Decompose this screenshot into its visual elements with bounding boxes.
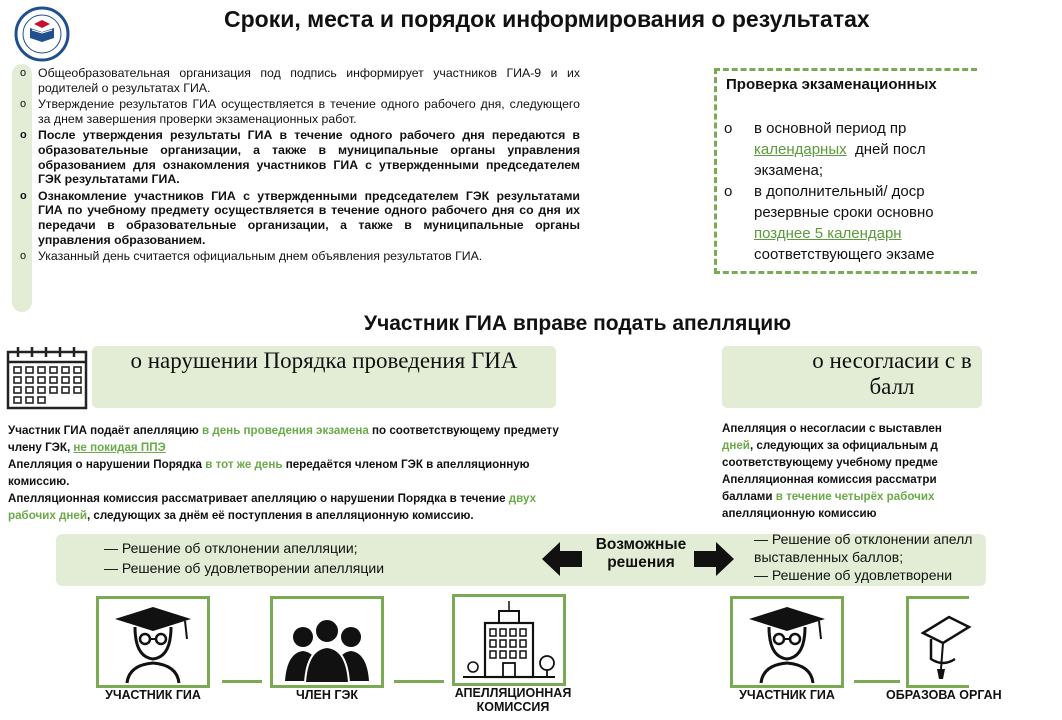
bullet-icon: o	[20, 250, 27, 263]
participant-card-right	[730, 596, 844, 688]
commission-caption: АПЕЛЛЯЦИОННАЯ КОМИССИЯ	[454, 686, 572, 714]
exam-check-title: Проверка экзаменационных	[726, 76, 937, 93]
bullet-icon: o	[20, 189, 27, 202]
exam-check-item: o в дополнительный/ доср резервные сроки основно позднее 5 календарн соответствующего экзаме	[724, 183, 935, 263]
violation-appeal-description: Участник ГИА подаёт апелляцию в день проведения экзамена по соответствующему предмету члену ГЭК, не покидая ППЭ Апелляция о нарушении Порядка в тот же день передаётся членом ГЭК в апелляционную комиссию. Апелляционная комиссия рассматривает апелляцию о нарушении Порядка в течение двух рабочих дней, следующих за днём её поступления в апелляционную комиссию.	[8, 424, 559, 522]
graduation-cap-icon	[909, 599, 969, 685]
connector-line	[854, 680, 900, 683]
gek-member-caption: ЧЛЕН ГЭК	[296, 688, 358, 702]
bullet-icon: o	[20, 67, 27, 79]
calendar-icon	[6, 346, 88, 410]
info-item-text: Общеобразовательная организация под подпись информирует участников ГИА-9 и их родителей о результатах ГИА.	[38, 66, 580, 95]
bullet-icon: o	[20, 129, 27, 142]
info-list-item	[20, 249, 580, 264]
commission-card	[452, 594, 566, 686]
ministry-emblem-icon	[14, 6, 70, 62]
participant-card	[96, 596, 210, 688]
appeal-title: Участник ГИА вправе подать апелляцию	[364, 312, 792, 335]
bullet-icon: o	[20, 98, 27, 111]
connector-line	[222, 680, 262, 683]
info-list-item	[20, 66, 580, 95]
exam-check-list	[724, 118, 984, 265]
info-list	[20, 66, 580, 266]
connector-line	[394, 680, 444, 683]
participant-caption: УЧАСТНИК ГИА	[105, 688, 201, 702]
info-list-item	[20, 128, 580, 186]
organ-card	[906, 596, 969, 688]
possible-decisions-label: Возможные решения	[595, 536, 687, 571]
decisions-left-list: — Решение об отклонении апелляции; — Решение об удовлетворении апелляции	[104, 540, 385, 576]
building-icon	[455, 597, 563, 683]
appeal-violation-heading: о нарушении Порядка проведения ГИА	[130, 348, 518, 373]
info-item-text: Утверждение результатов ГИА осуществляется в течение одного рабочего дня, следующего за днем завершения проверки экзаменационных работ.	[38, 97, 580, 126]
graduate-icon	[733, 599, 841, 685]
info-item-text: После утверждения результаты ГИА в течение одного рабочего дня передаются в образовательные организации, а также в муниципальные органы управления образованием для ознакомления участников ГИА с утвержденными председателем ГЭК результатами ГИА.	[38, 128, 580, 187]
page-title: Сроки, места и порядок информирования о результатах	[224, 6, 870, 32]
info-item-text: Указанный день считается официальным днем объявления результатов ГИА.	[38, 249, 483, 264]
info-list-item	[20, 97, 580, 126]
group-icon	[273, 599, 381, 685]
participant-caption-right: УЧАСТНИК ГИА	[739, 688, 835, 702]
organ-caption: ОБРАЗОВА ОРГАН	[886, 688, 1002, 702]
info-item-text: Ознакомление участников ГИА с утвержденными председателем ГЭК результатами ГИА по учебному предмету осуществляется в течение одного рабочего дня со дня их передачи в образовательные организации, а также в муниципальные органы управления образованием.	[38, 188, 580, 247]
disagreement-appeal-description: Апелляция о несогласии с выставлен дней, следующих за официальным д соответствующему учебному предме Апелляционная комиссия рассматри баллами в течение четырёх рабочих апелляционную комиссию	[722, 422, 942, 520]
graduate-icon	[99, 599, 207, 685]
arrow-right-icon	[694, 542, 734, 576]
gek-member-card	[270, 596, 384, 688]
appeal-disagreement-heading: о несогласии с в балл	[812, 348, 972, 399]
exam-check-item: o в основной период пр календарных дней посл экзамена;	[724, 120, 926, 179]
info-list-item	[20, 189, 580, 247]
decisions-right-list: — Решение об отклонении апелл выставленных баллов; — Решение об удовлетворени	[754, 531, 973, 583]
